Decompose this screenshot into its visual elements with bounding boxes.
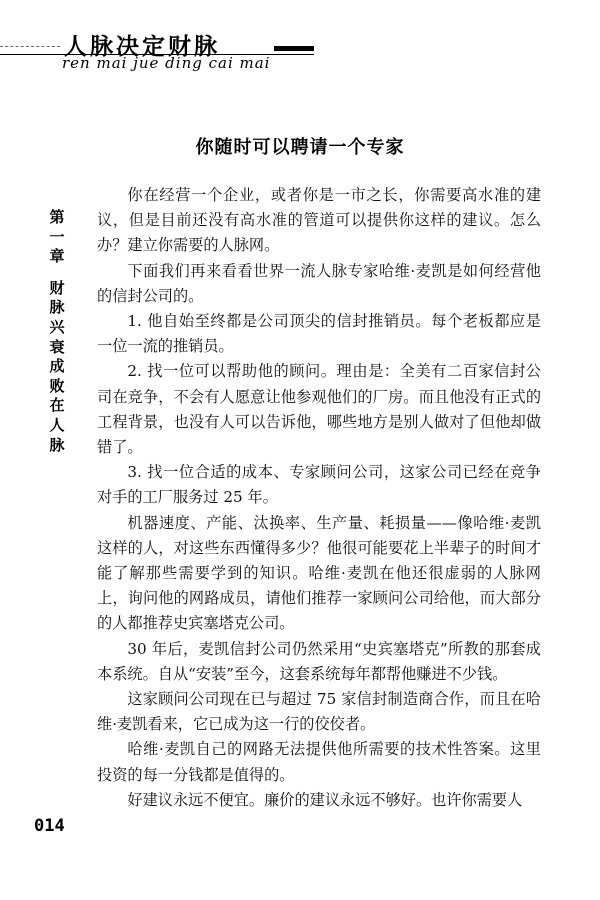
paragraph: 好建议永远不便宜。廉价的建议永远不够好。也许你需要人 [127,790,523,809]
side-tab-char: 成 [49,357,65,376]
side-tab-char: 第 [49,208,65,226]
paragraph: 这家顾问公司现在已与超过 75 家信封制造商合作，而且在哈维·麦凯看来，它已成为这一行的佼佼者。 [97,690,541,734]
paragraph: 哈维·麦凯自己的网路无法提供他所需要的技术性答案。这里投资的每一分钱都是值得的。 [97,740,541,784]
running-header-title: 人脉决定财脉 [64,34,220,60]
header-dashed-rule [0,46,60,47]
paragraph: 2. 找一位可以帮助他的顾问。理由是：全美有二百家信封公司在竞争，不会有人愿意让他参观他们的厂房。而且他没有正式的工程背景，也没有人可以告诉他，哪些地方是别人做对了但他却做错了。 [97,362,541,457]
section-title: 你随时可以聘请一个专家 [195,137,405,158]
header-decor-bar [274,46,314,51]
side-tab-char: 脉 [49,298,65,317]
chapter-side-tab [48,208,66,455]
page-number: 014 [34,816,65,836]
paragraph: 你在经营一个企业，或者你是一市之长，你需要高水准的建议，但是目前还没有高水准的管道可以提供你这样的建议。怎么办？建立你需要的人脉网。 [97,186,541,255]
side-tab-char: 脉 [49,435,65,454]
body-text [97,183,541,813]
side-tab-char: 败 [49,376,65,395]
paragraph: 1. 他自始至终都是公司顶尖的信封推销员。每个老板都应是一位一流的推销员。 [97,312,541,356]
side-tab-char: 人 [49,415,65,434]
side-tab-char: 在 [49,396,65,415]
side-tab-char: 衰 [49,337,65,356]
side-tab-char: 章 [49,247,65,266]
paragraph: 机器速度、产能、汰换率、生产量、耗损量——像哈维·麦凯这样的人，对这些东西懂得多少？他很可能要花上半辈子的时间才能了解那些需要学到的知识。哈维·麦凯在他还很虚弱的人脉网上，询问他的网路成员，请他们推荐一家顾问公司给他，而大部分的人都推荐史宾塞塔克公司。 [97,513,541,633]
paragraph: 3. 找一位合适的成本、专家顾问公司，这家公司已经在竞争对手的工厂服务过 25 年。 [97,463,541,507]
side-tab-char: 兴 [49,317,65,336]
running-header-pinyin: ren mai jue ding cai mai [62,54,271,72]
side-tab-char: 财 [49,278,65,297]
paragraph: 30 年后，麦凯信封公司仍然采用“史宾塞塔克”所教的那套成本系统。自从“安装”至今，这套系统每年都帮他赚进不少钱。 [97,639,541,683]
paragraph: 下面我们再来看看世界一流人脉专家哈维·麦凯是如何经营他的信封公司的。 [97,261,541,305]
side-tab-char: 一 [49,227,65,246]
